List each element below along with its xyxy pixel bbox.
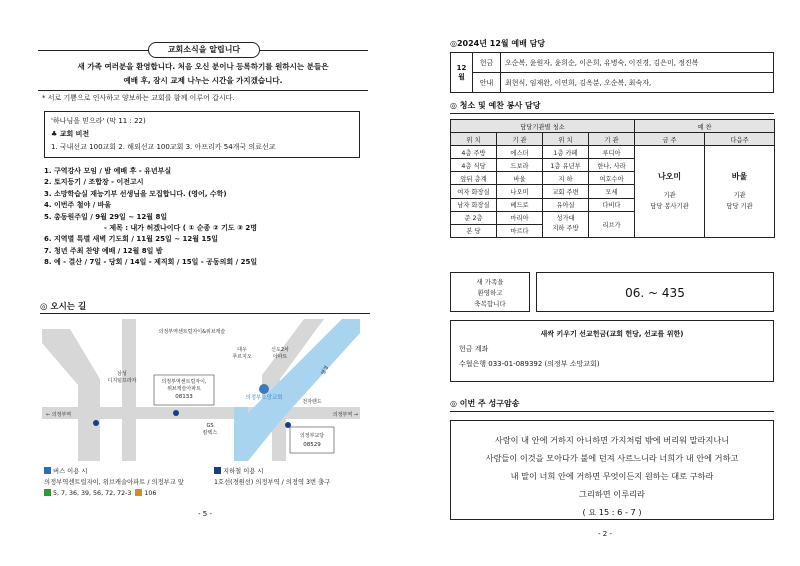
notices-list [44,166,368,269]
schedule-title: ◎2024년 12월 예배 담당 [450,39,546,48]
table-cell: 4층 주방 [451,146,497,159]
map-label-church: 의정부소망교회 [245,395,283,401]
bus-routes-extra: 106 [144,490,157,497]
verse-line: 사람들이 이것을 모아다가 불에 던져 사르느니라 너희가 내 안에 거하고 [485,453,739,463]
notice-title: 교회소식을 알립니다 [148,42,260,58]
bus-title: 버스 이용 시 [53,468,88,475]
table-cell: 에스더 [497,146,543,159]
map-building-2 [290,427,334,453]
vision-motto: '하나님을 믿으라' (막 11 : 22) [51,117,146,125]
next-week-cell [705,146,775,238]
column-header: 기 관 [497,133,543,146]
verse-title: ◎ 이번 주 성구암송 [450,398,774,412]
directions-title: ◎ 오시는 길 [40,300,370,314]
subway-station-icon [285,422,291,428]
map-label-samsung1: 삼성 [117,371,127,377]
cleaning-title: ◎ 청소 및 예찬 봉사 담당 [450,100,774,114]
greeting-text: * 서로 기쁨으로 인사하고 양보하는 교회를 함께 이루어 갑시다. [42,94,235,102]
map-road-vertical [122,319,136,461]
notice-item: 4. 이번주 철야 / 바울 [44,201,112,210]
table-row [451,120,775,133]
this-week-role2: 담당 봉사기관 [650,203,689,211]
schedule-table [450,52,774,93]
table-row [451,146,775,159]
map-label-building2b: 위브캐슬아파트 [167,386,201,392]
verse-line: 그리하면 이루리라 [579,489,645,499]
map-label-station-right: 의정부역 → [332,412,358,418]
table-row [451,73,774,93]
map-label-shindong2: 아파트 [272,354,288,360]
table-cell: 유아실 [543,198,589,211]
bus-icon [44,467,51,474]
offering-account-label: 헌금 계좌 [459,345,489,353]
table-cell: 마르다 [497,224,543,237]
table-cell: 앞뒤 층계 [451,172,497,185]
map-label-daewoo2: 푸르지오 [232,354,252,360]
location-map [42,319,360,461]
bus-stop-icon [93,420,99,426]
table-cell: 준 2층 [451,211,497,224]
map-label-post2: 08529 [303,442,321,448]
bus-route-icon [44,489,51,496]
welcome-box-line: 축복합니다 [474,300,506,308]
new-family-welcome-box [450,272,530,312]
table-cell: 여자 화장실 [451,185,497,198]
subway-info [214,466,364,488]
table-row [451,53,774,73]
welcome-rule [38,90,368,91]
map-label-daewoo1: 대우 [237,347,247,353]
this-week-cell [635,146,705,238]
column-header: 다음주 [705,133,775,146]
map-label-building2c: 08133 [175,394,193,400]
map-label-junction: 전자랜드 [302,399,322,405]
column-header: 기 관 [589,133,635,146]
welcome-box-line: 환영하고 [477,289,503,297]
table-cell: 지 하 [543,172,589,185]
verse-line: 내 말이 너희 안에 거하면 무엇이든지 원하는 대로 구하라 [510,471,714,481]
memory-verse-box [450,420,774,520]
table-cell: 1층 카페 [543,146,589,159]
offering-title: 새싹 키우기 선교헌금(교회 헌당, 선교를 위한) [540,330,684,338]
map-subway-vertical [234,407,248,461]
vision-title: ♣ 교회 비전 [51,130,90,138]
table-cell: 1층 유년부 [543,159,589,172]
schedule-month: 12월 [451,53,473,93]
table-cell: 본 당 [451,224,497,237]
table-cell: 한나, 사라 [589,159,635,172]
next-week-role2: 담당 기관 [726,203,753,211]
subway-station-icon [173,410,179,416]
next-week-role1: 기관 [733,192,746,200]
notice-item: - 제목 : 내가 허겠나이다 ( ① 순종 ② 기도 ③ 2명 [104,224,258,233]
table-cell: 루디아 [589,146,635,159]
map-label-post1: 의정부교당 [299,433,325,439]
vision-box [44,111,360,158]
page-number-left: - 5 - [198,510,212,518]
welcome-box-line: 새 가족을 [476,278,504,286]
volunteer-table [450,119,775,238]
bus-stop: 의정부역센트럴자이, 위브캐슬아파트 / 의정부교 앞 [44,479,184,486]
table-cell: 리브가 [589,211,635,237]
table-row [451,133,775,146]
column-header: 금 주 [635,133,705,146]
map-graphic [42,319,360,461]
welcome-message [40,60,366,88]
map-label-gs1: GS [206,423,214,429]
group-header-praise: 예 찬 [635,120,775,133]
schedule-names: 최현식, 임재완, 이연희, 김옥분, 오순복, 최숙자, [501,73,774,93]
verse-reference: ( 요 15 : 6 - 7 ) [582,507,642,517]
table-cell: 교회 주변 [543,185,589,198]
bus-info [44,466,204,499]
notice-item: 6. 지역별 특별 새벽 기도회 / 11월 25일 ~ 12월 15일 [44,235,218,244]
schedule-role: 헌금 [473,53,501,73]
offering-account: 수협은행 033-01-089392 (의정부 소망교회) [459,360,600,368]
table-cell: 마리아 [497,211,543,224]
next-week-name: 바울 [731,172,748,182]
map-label-haengjeong: 행정 [320,364,331,377]
schedule-names: 오순복, 윤원자, 윤희순, 이은희, 유병숙, 이진경, 김은미, 정진복 [501,53,774,73]
bus-routes: 5, 7, 36, 39, 56, 72, 72-3 [53,490,132,497]
table-cell: 다비다 [589,198,635,211]
table-cell: 베드로 [497,198,543,211]
this-week-name: 나오미 [657,172,682,182]
map-label-building1: 의정부역센트럴자이&위브캐슬 [158,329,226,335]
welcome-line-2: 예배 후, 잠시 교제 나누는 시간을 가지겠습니다. [123,76,283,85]
column-header: 위 치 [543,133,589,146]
notice-item: 2. 토지등기 / 조합장 - 이전고시 [44,178,144,187]
subway-desc: 1호선(경원선) 의정부역 / 의정역 3번 출구 [214,479,331,486]
schedule-role: 안내 [473,73,501,93]
verse-line: 사람이 내 안에 거하지 아니하면 가지처럼 밖에 버리워 말라지나니 [494,435,730,445]
map-label-station-left: ← 의정부역 [46,412,72,418]
table-cell: 드보라 [497,159,543,172]
map-label-samsung2: 디지털프라자 [107,378,137,384]
table-cell [543,211,589,237]
welcome-line-1: 새 가족 여러분을 환영합니다. 처음 오신 분이나 등록하기를 원하시는 분들은 [77,62,329,71]
subway-title: 지하철 이용 시 [223,468,264,475]
notice-item: 1. 구역강사 모임 / 밤 예배 후 - 유년부실 [44,167,172,175]
vision-items: 1. 국내선교 100교회 2. 해외선교 100교회 3. 아프리카 54개국 의료선교 [51,143,276,151]
table-cell: 모세 [589,185,635,198]
notice-item: 3. 소망학습실 재능기부 선생님을 모집합니다. (영어, 수학) [44,189,227,198]
table-cell-line: 지하 주방 [552,225,579,233]
table-cell: 4층 식당 [451,159,497,172]
map-label-shindong1: 신도2차 [271,347,289,353]
notice-item: 5. 총동원주일 / 9월 29일 ~ 12월 8일 [44,212,168,221]
page-number-right: - 2 - [598,530,612,538]
subway-icon [214,467,221,474]
this-week-role1: 기관 [663,192,676,200]
table-cell: 나오미 [497,185,543,198]
bus-route-extra-icon [135,489,142,496]
hymn-range-box: 06. ~ 435 [536,272,774,312]
table-cell: 남자 화장실 [451,198,497,211]
offering-box [450,320,774,382]
notice-item: 8. 예 - 결산 / 7일 - 당회 / 14일 - 제직회 / 15일 - 공동의회 / 25일 [44,258,258,267]
church-marker-icon [259,384,269,394]
notice-item: 7. 청년 주최 찬양 예배 / 12월 8일 밤 [44,246,163,255]
table-cell: 여호수아 [589,172,635,185]
table-cell: 바울 [497,172,543,185]
table-cell-line: 성가대 [556,215,575,223]
map-road-main [42,407,360,419]
map-road-left [42,329,100,461]
column-header: 위 치 [451,133,497,146]
group-header-clean: 담당기관별 청소 [451,120,635,133]
map-label-gs2: 칼텍스 [202,430,218,436]
map-label-building2a: 의정부역센트럴자이, [161,379,207,385]
